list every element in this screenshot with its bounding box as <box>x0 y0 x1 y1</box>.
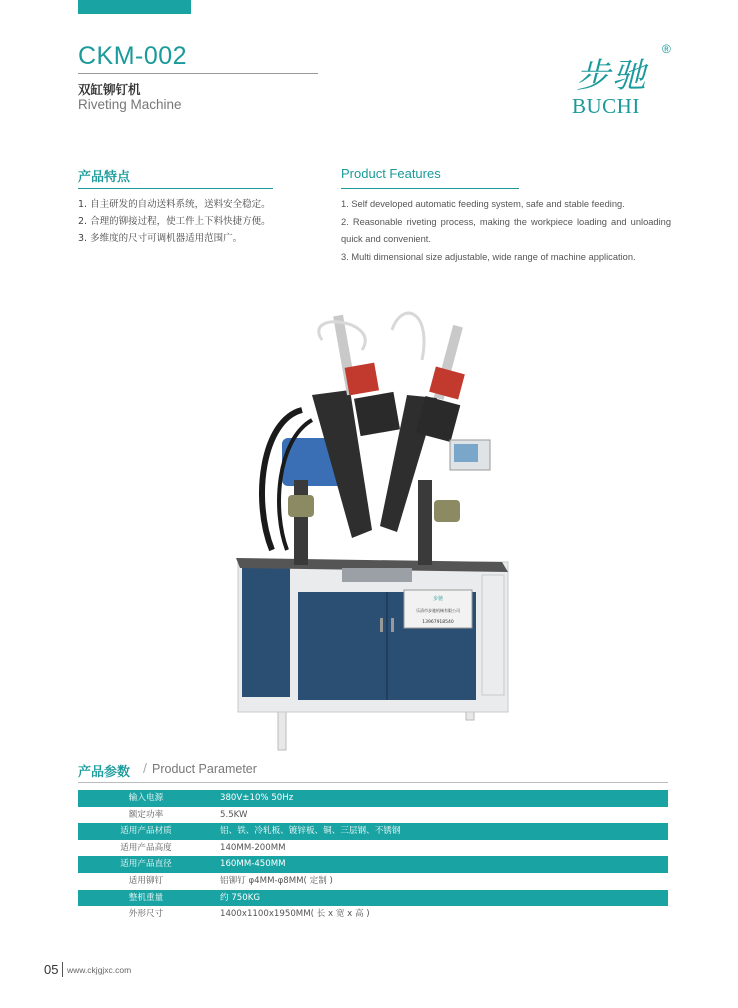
param-value: 5.5KW <box>220 809 248 820</box>
product-name-cn: 双缸铆钉机 <box>78 82 141 97</box>
model-number: CKM-002 <box>78 42 188 70</box>
features-en-underline <box>341 188 519 189</box>
top-accent-bar <box>78 0 191 14</box>
feature-item-en: 1. Self developed automatic feeding system, safe and stable feeding. <box>341 199 625 209</box>
features-list-en <box>341 196 671 266</box>
parameters-title-separator: / <box>143 760 147 776</box>
nameplate-phone: 13967918540 <box>422 620 454 625</box>
nameplate-company: 乐清市步驰机械有限公司 <box>416 608 460 613</box>
product-name-en: Riveting Machine <box>78 97 182 112</box>
table-row <box>78 840 668 857</box>
nameplate-brand: 步驰 <box>432 596 444 602</box>
table-row <box>78 906 668 923</box>
param-key: 适用铆钉 <box>128 875 164 886</box>
param-key: 整机重量 <box>128 892 164 903</box>
logo-cn-text: 步驰 <box>576 56 648 96</box>
param-key: 额定功率 <box>128 809 164 820</box>
param-key: 输入电源 <box>128 793 164 803</box>
features-list-cn <box>78 196 271 247</box>
table-row <box>78 890 668 907</box>
registered-mark: ® <box>662 42 671 56</box>
feature-item-en: 3. Multi dimensional size adjustable, wide range of machine application. <box>341 251 636 262</box>
machine-photo <box>232 300 532 755</box>
param-value: 1400x1100x1950MM( 长 x 宽 x 高 ) <box>220 909 370 920</box>
features-title-cn: 产品特点 <box>78 170 131 185</box>
logo-en-text: BUCHI <box>572 94 640 118</box>
param-value: 铝、铁、冷轧板、镀锌板、铜、三层钢、不锈钢 <box>220 826 401 837</box>
param-value: 140MM-200MM <box>220 842 286 853</box>
table-row <box>78 856 668 873</box>
parameters-table <box>78 790 668 923</box>
feature-item-cn: 3. 多维度的尺寸可调机器适用范围广。 <box>78 233 243 244</box>
feature-item-cn: 1. 自主研发的自动送料系统，送料安全稳定。 <box>78 199 271 210</box>
header-divider <box>78 73 318 74</box>
parameters-title-en: Product Parameter <box>152 762 257 776</box>
table-row <box>78 807 668 824</box>
brand-logo <box>570 42 675 120</box>
footer-separator <box>62 962 63 977</box>
page-number: 05 <box>44 962 59 977</box>
param-key: 外形尺寸 <box>128 909 164 920</box>
parameters-divider <box>78 782 668 783</box>
website-link[interactable]: www.ckjgjxc.com <box>67 965 132 975</box>
table-row <box>78 823 668 840</box>
parameters-title-cn: 产品参数 <box>78 765 131 780</box>
table-row <box>78 790 668 807</box>
param-key: 适用产品材质 <box>120 826 172 837</box>
feature-item-cn: 2. 合理的铆接过程，使工件上下料快捷方便。 <box>78 216 271 227</box>
param-value: 铝铆钉 φ4MM-φ8MM( 定制 ) <box>220 875 333 886</box>
param-value: 160MM-450MM <box>220 859 286 870</box>
param-value: 380V±10% 50Hz <box>220 793 294 803</box>
param-key: 适用产品直径 <box>120 859 172 870</box>
param-value: 约 750KG <box>220 892 261 903</box>
feature-item-en: 2. Reasonable riveting process, making the workpiece loading and unloading quick and convenient. <box>341 216 671 244</box>
features-title-en: Product Features <box>341 166 441 181</box>
table-row <box>78 873 668 890</box>
features-cn-underline <box>78 188 273 189</box>
param-key: 适用产品高度 <box>120 842 172 853</box>
